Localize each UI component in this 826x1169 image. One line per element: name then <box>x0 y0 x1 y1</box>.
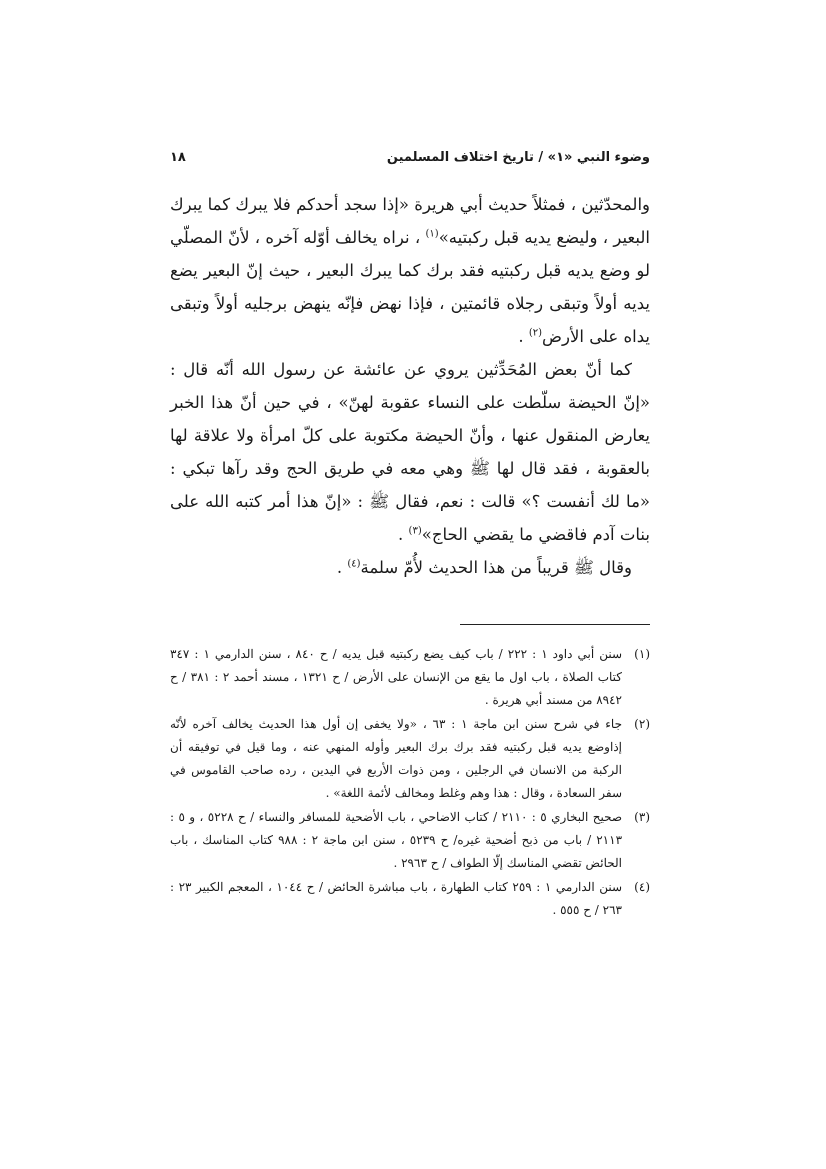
text-run: والمحدّثين ، فمثلاً حديث أبي هريرة «إذا سجد أحدكم فلا يبرك كما يبرك البعير ، وليضع يديه قبل ركبتيه» <box>170 195 650 247</box>
footnote-marker: (٣) <box>408 525 422 537</box>
footnote-number: (٤) <box>634 880 650 894</box>
footnote-marker: (٢) <box>528 327 543 339</box>
footnote-number: (٣) <box>634 810 650 824</box>
main-text <box>170 188 650 584</box>
footnote <box>170 806 650 875</box>
paragraph-3 <box>170 551 650 584</box>
footnotes <box>170 643 650 922</box>
footnote-separator <box>460 624 650 625</box>
footnote <box>170 643 650 712</box>
text-run: . <box>336 558 348 577</box>
footnote-marker: (١) <box>425 228 439 240</box>
footnote-marker: (٤) <box>347 558 361 570</box>
footnote-text: صحيح البخاري ٥ : ٢١١٠ / كتاب الاضاحي ، باب الأضحية للمسافر والنساء / ح ٥٢٢٨ ، و ٥ : ٢١١٣ / باب من ذبح أضحية غيره/ ح ٥٢٣٩ ، سنن ابن ماجة ٢ : ٩٨٨ كتاب المناسك ، باب الحائض تقضي المناسك إلّا الطواف / ح ٢٩٦٣ . <box>170 810 623 870</box>
text-run: ، نراه يخالف أوّله آخره ، لأنّ المصلّي لو وضع يديه قبل ركبتيه فقد برك كما يبرك البعير ، حيث إنّ البعير يضع يديه أولاً وتبقى رجلاه قائمتين ، فإذا نهض فإنّه ينهض برجليه أولاً وتبقى يداه على الأرض <box>170 228 650 346</box>
page-number: ١٨ <box>170 150 186 165</box>
paragraph-1 <box>170 188 650 353</box>
footnote-text: سنن الدارمي ١ : ٢٥٩ كتاب الطهارة ، باب مباشرة الحائض / ح ١٠٤٤ ، المعجم الكبير ٢٣ : ٢٦٣ / ح ٥٥٥ . <box>170 880 623 917</box>
footnote-text: سنن أبي داود ١ : ٢٢٢ / باب كيف يضع ركبتيه قبل يديه / ح ٨٤٠ ، سنن الدارمي ١ : ٣٤٧ كتاب الصلاة ، باب اول ما يقع من الإنسان على الأرض / ح ١٣٢١ ، مسند أحمد ٢ : ٣٨١ / ح ٨٩٤٢ من مسند أبي هريرة . <box>170 647 623 707</box>
text-run: . <box>398 525 409 544</box>
text-run: . <box>518 327 529 346</box>
footnote <box>170 876 650 922</box>
book-page <box>170 150 650 923</box>
footnote-number: (٢) <box>634 717 650 731</box>
running-header <box>170 150 650 176</box>
paragraph-2 <box>170 353 650 551</box>
text-run: كما أنّ بعض المُحَدِّثين يروي عن عائشة عن رسول الله أنّه قال : «إنّ الحيضة سلّطت على النساء عقوبة لهنّ» ، في حين أنّ هذا الخبر يعارض المنقول عنها ، وأنّ الحيضة مكتوبة على كلّ امرأة ولا علاقة لها بالعقوبة ، فقد قال لها ﷺ وهي معه في طريق الحج وقد رآها تبكي : «ما لك أنفست ؟» قالت : نعم، فقال ﷺ : «إنّ هذا أمر كتبه الله على بنات آدم فاقضي ما يقضي الحاج» <box>170 360 650 544</box>
footnote-number: (١) <box>634 647 650 661</box>
text-run: وقال ﷺ قريباً من هذا الحديث لأُمّ سلمة <box>360 558 632 577</box>
footnote-text: جاء في شرح سنن ابن ماجة ١ : ٦٣ ، «ولا يخفى إن أول هذا الحديث يخالف آخره لأنّه إذاوضع يديه قبل ركبتيه فقد برك برك البعير وأوله المنهي عنه ، وما قيل في توفيقه أن الركبة من الانسان في الرجلين ، ومن ذوات الأربع في اليدين ، رده صاحب القاموس في سفر السعادة ، وقال : هذا وهم وغلط ومخالف لأئمة اللغة» . <box>170 717 622 800</box>
footnote <box>170 713 650 805</box>
running-title: وضوء النبي «١» / تاريخ اختلاف المسلمين <box>386 150 650 165</box>
